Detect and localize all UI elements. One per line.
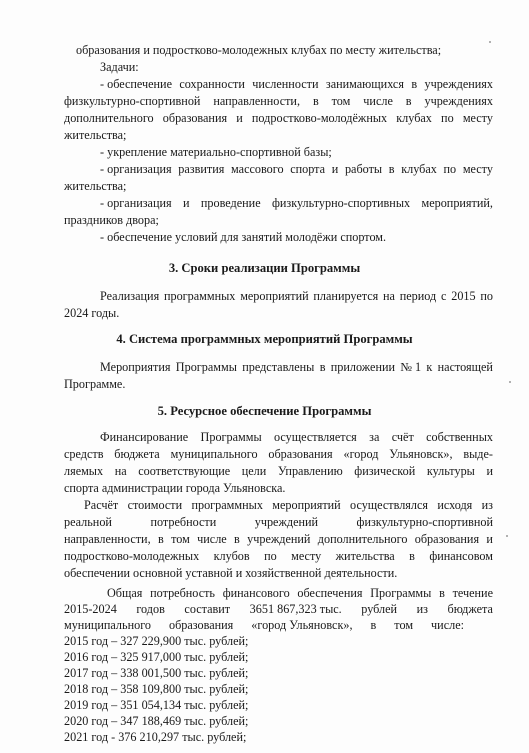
word: и xyxy=(331,162,339,176)
word: месту xyxy=(462,162,493,176)
word: рублей xyxy=(361,602,398,616)
section-5-para-1-line-a xyxy=(100,430,493,445)
year-funding-line: 2015 год – 327 229,900 тыс. рублей; xyxy=(64,634,249,648)
scan-speck xyxy=(506,535,508,537)
section-4-heading: 4. Система программных мероприятий Программы xyxy=(116,332,413,346)
word: осуществлялся xyxy=(350,498,428,512)
task-3-line-a xyxy=(100,162,493,177)
word: 2015 xyxy=(451,289,476,303)
section-5-para-1-line-c xyxy=(64,464,493,479)
section-4-para-line-a xyxy=(100,360,493,375)
word: и xyxy=(183,196,190,210)
word: финансового xyxy=(222,586,290,600)
word: направленности, xyxy=(64,532,151,546)
section-5-para-1-line-b xyxy=(64,447,493,462)
word: финансовом xyxy=(429,549,493,563)
word: период xyxy=(399,289,437,303)
word: собственных xyxy=(426,430,493,444)
intro-line: образования и подростково-молодежных клубах по месту жительства; xyxy=(76,43,442,57)
word: занимающихся xyxy=(325,77,404,91)
section-5-para-3-line-a xyxy=(107,586,493,601)
word: «город Ульяновск», xyxy=(251,618,353,632)
word: и xyxy=(236,111,243,125)
scan-speck xyxy=(509,381,511,383)
word: Мероприятия xyxy=(100,360,171,374)
word: программных xyxy=(191,498,263,512)
word: мероприятий, xyxy=(421,196,493,210)
word: № 1 xyxy=(400,360,422,374)
word: к xyxy=(426,360,433,374)
word: жительства xyxy=(335,549,395,563)
task-3-line-b: жительства; xyxy=(64,179,127,193)
word: потребность xyxy=(150,586,215,600)
word: планируется xyxy=(313,289,379,303)
year-funding-line: 2017 год – 338 001,500 тыс. рублей; xyxy=(64,666,249,680)
word: учреждениях xyxy=(424,94,493,108)
word: по xyxy=(441,111,454,125)
word: развития xyxy=(178,162,225,176)
word: клубов xyxy=(213,549,250,563)
word: обеспечения xyxy=(297,586,363,600)
word: в xyxy=(234,532,240,546)
word: том xyxy=(171,532,190,546)
word: бюджета xyxy=(114,447,160,461)
word: из xyxy=(481,498,493,512)
word: по xyxy=(480,289,493,303)
word: с xyxy=(441,289,447,303)
word: составит xyxy=(184,602,231,616)
word: мероприятий xyxy=(272,498,341,512)
task-4-line-b: праздников двора; xyxy=(64,213,159,227)
word: в xyxy=(411,77,418,91)
word: в xyxy=(388,162,395,176)
word: муниципального xyxy=(170,447,258,461)
word: и xyxy=(486,532,493,546)
word: представлены xyxy=(242,360,315,374)
word: осуществляется xyxy=(274,430,357,444)
word: Программы xyxy=(200,430,262,444)
task-4-line-a xyxy=(100,196,493,211)
word: Общая xyxy=(107,586,143,600)
word: численности xyxy=(252,77,319,91)
year-funding-line: 2020 год – 347 188,469 тыс. рублей; xyxy=(64,714,249,728)
word: в xyxy=(157,532,164,546)
word: образования xyxy=(268,447,333,461)
word: и xyxy=(486,464,493,478)
word: образования xyxy=(168,618,234,632)
word: в xyxy=(370,618,377,632)
word: Программы xyxy=(370,586,432,600)
year-funding-line: 2016 год – 325 917,000 тыс. рублей; xyxy=(64,650,249,664)
section-5-para-1-line-d: спорта администрации города Ульяновска. xyxy=(64,481,286,495)
word: подростково-молодёжных xyxy=(251,111,388,125)
word: Реализация xyxy=(100,289,160,303)
word: образования xyxy=(414,532,480,546)
word: - организация xyxy=(100,196,172,210)
word: учреждений xyxy=(254,515,319,529)
section-3-para-line-b: 2024 годы. xyxy=(64,306,120,320)
word: программных xyxy=(163,289,236,303)
word: стоимости xyxy=(127,498,183,512)
section-5-para-2-line-b xyxy=(64,515,493,530)
word: том xyxy=(394,618,414,632)
task-2: - укрепление материально-спортивной базы; xyxy=(100,145,332,159)
word: выде- xyxy=(463,447,493,461)
word: Расчёт xyxy=(84,498,119,512)
word: цели xyxy=(241,464,267,478)
word: в xyxy=(319,360,326,374)
word: потребности xyxy=(150,515,217,529)
tasks-label: Задачи: xyxy=(100,60,139,74)
word: Финансирование xyxy=(100,430,189,444)
word: ляемых xyxy=(64,464,104,478)
word: работы xyxy=(344,162,383,176)
word: направленности, xyxy=(213,94,301,108)
section-5-heading: 5. Ресурсное обеспечение Программы xyxy=(157,404,372,418)
word: муниципального xyxy=(64,618,151,632)
word: настоящей xyxy=(437,360,493,374)
word: физкультурно-спортивных xyxy=(272,196,411,210)
section-5-para-3-line-b xyxy=(64,602,493,617)
task-1-line-d: жительства; xyxy=(64,128,127,142)
scan-speck xyxy=(489,41,491,43)
word: дополнительного xyxy=(64,111,154,125)
word: культуры xyxy=(426,464,475,478)
word: по xyxy=(443,162,457,176)
word: Программы xyxy=(175,360,237,374)
word: исходя xyxy=(437,498,473,512)
word: соответствующие xyxy=(138,464,231,478)
word: сохранности xyxy=(179,77,245,91)
word: счёт xyxy=(391,430,414,444)
word: средств xyxy=(64,447,104,461)
task-5: - обеспечение условий для занятий молодёжи спортом. xyxy=(100,230,387,244)
section-5-para-2-line-c xyxy=(64,532,493,547)
word: том xyxy=(331,94,351,108)
word: месту xyxy=(462,111,493,125)
year-funding-line: 2018 год – 358 109,800 тыс. рублей; xyxy=(64,682,249,696)
word: спорта xyxy=(290,162,326,176)
word: проведение xyxy=(200,196,261,210)
word: числе xyxy=(197,532,227,546)
section-5-para-3-line-c xyxy=(64,618,464,633)
word: на xyxy=(383,289,395,303)
word: физкультурно-спортивной xyxy=(64,94,201,108)
word: в xyxy=(405,94,412,108)
word: массового xyxy=(231,162,284,176)
word: клубах xyxy=(401,162,437,176)
word: - обеспечение xyxy=(100,77,172,91)
word: числе xyxy=(363,94,393,108)
task-1-line-a xyxy=(100,77,493,92)
word: по xyxy=(264,549,277,563)
section-3-para-line-a xyxy=(100,289,493,304)
task-1-line-c xyxy=(64,111,493,126)
section-4-para-line-b: Программе. xyxy=(64,377,126,391)
section-5-para-2-line-e: обеспечении основной уставной и хозяйственной деятельности. xyxy=(64,566,398,580)
word: за xyxy=(369,430,380,444)
word: Ульяновск», xyxy=(389,447,453,461)
word: реальной xyxy=(64,515,112,529)
word: в xyxy=(439,586,445,600)
word: учреждений xyxy=(247,532,311,546)
word: в xyxy=(312,94,319,108)
word: месту xyxy=(291,549,322,563)
word: числе: xyxy=(431,618,464,632)
word: физкультурно-спортивной xyxy=(356,515,493,529)
word: образования xyxy=(162,111,228,125)
word: клубах xyxy=(396,111,432,125)
word: на xyxy=(114,464,127,478)
word: учреждениях xyxy=(424,77,493,91)
word: «город xyxy=(343,447,379,461)
word: Управлению xyxy=(277,464,343,478)
year-funding-line: 2019 год – 351 054,134 тыс. рублей; xyxy=(64,698,249,712)
word: мероприятий xyxy=(240,289,309,303)
year-funding-line: 2021 год - 376 210,297 тыс. рублей; xyxy=(64,730,247,744)
word: из xyxy=(416,602,428,616)
section-3-heading: 3. Сроки реализации Программы xyxy=(168,261,361,275)
word: 3651 867,323 тыс. xyxy=(249,602,342,616)
word: 2015-2024 xyxy=(64,602,117,616)
word: течение xyxy=(452,586,493,600)
word: физической xyxy=(354,464,416,478)
section-5-para-2-line-a xyxy=(84,498,493,513)
word: - организация xyxy=(100,162,172,176)
word: дополнительного xyxy=(317,532,408,546)
word: в xyxy=(409,549,415,563)
word: бюджета xyxy=(447,602,493,616)
section-5-para-2-line-d xyxy=(64,549,493,564)
task-1-line-b xyxy=(64,94,493,109)
word: приложении xyxy=(330,360,396,374)
word: годов xyxy=(136,602,165,616)
word: подростково-молодежных xyxy=(64,549,200,563)
